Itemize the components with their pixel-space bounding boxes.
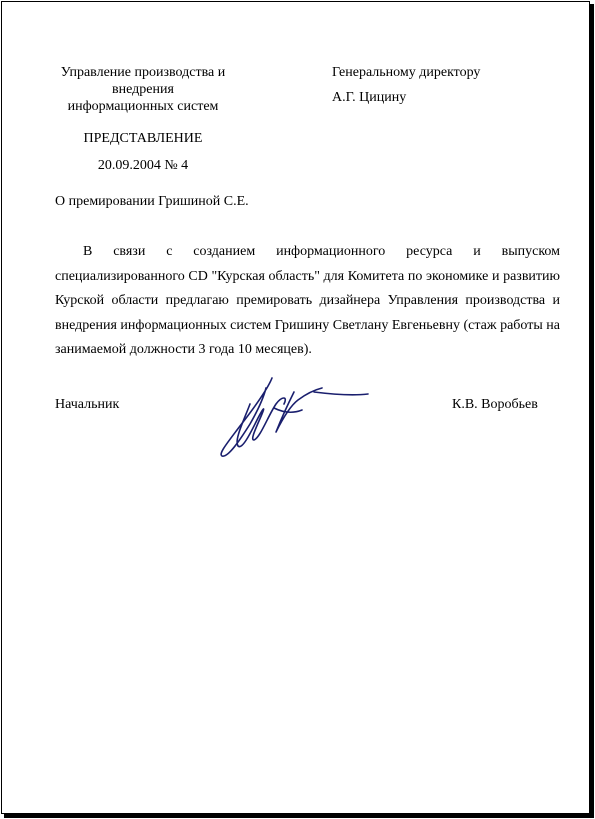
document-subject: О премировании Гришиной С.Е.	[55, 194, 249, 209]
sender-line-3: информационных систем	[67, 99, 219, 114]
handwritten-signature	[210, 370, 375, 460]
signature-stroke-tail	[276, 388, 322, 432]
signature-stroke-loop	[221, 378, 272, 456]
addressee-title: Генеральному директору	[332, 65, 481, 80]
addressee-name: А.Г. Цицину	[332, 90, 407, 105]
signature-stroke-main	[237, 398, 285, 447]
signer-position: Начальник	[55, 397, 120, 412]
document-date-number: 20.09.2004 № 4	[97, 158, 189, 173]
page-shadow-bottom	[4, 814, 594, 818]
sender-line-2: внедрения	[112, 82, 174, 97]
sender-line-1: Управление производства и	[60, 65, 226, 80]
document-body: В связи с созданием информационного ресурса и выпуском специализированного CD "Курская область" для Комитета по экономике и развитию Курской области предлагаю премировать дизайнера Управления производства и внедрения информационных систем Гришину Светлану Евгеньевну (стаж работы на занимаемой должности 3 года 10 месяцев).	[55, 244, 560, 357]
sender-department	[55, 64, 231, 115]
page-shadow-right	[590, 4, 594, 818]
document-type: ПРЕДСТАВЛЕНИЕ	[83, 131, 203, 146]
signature-stroke-line	[314, 392, 368, 395]
addressee-block	[332, 64, 480, 106]
signer-name: К.В. Воробьев	[452, 397, 538, 412]
